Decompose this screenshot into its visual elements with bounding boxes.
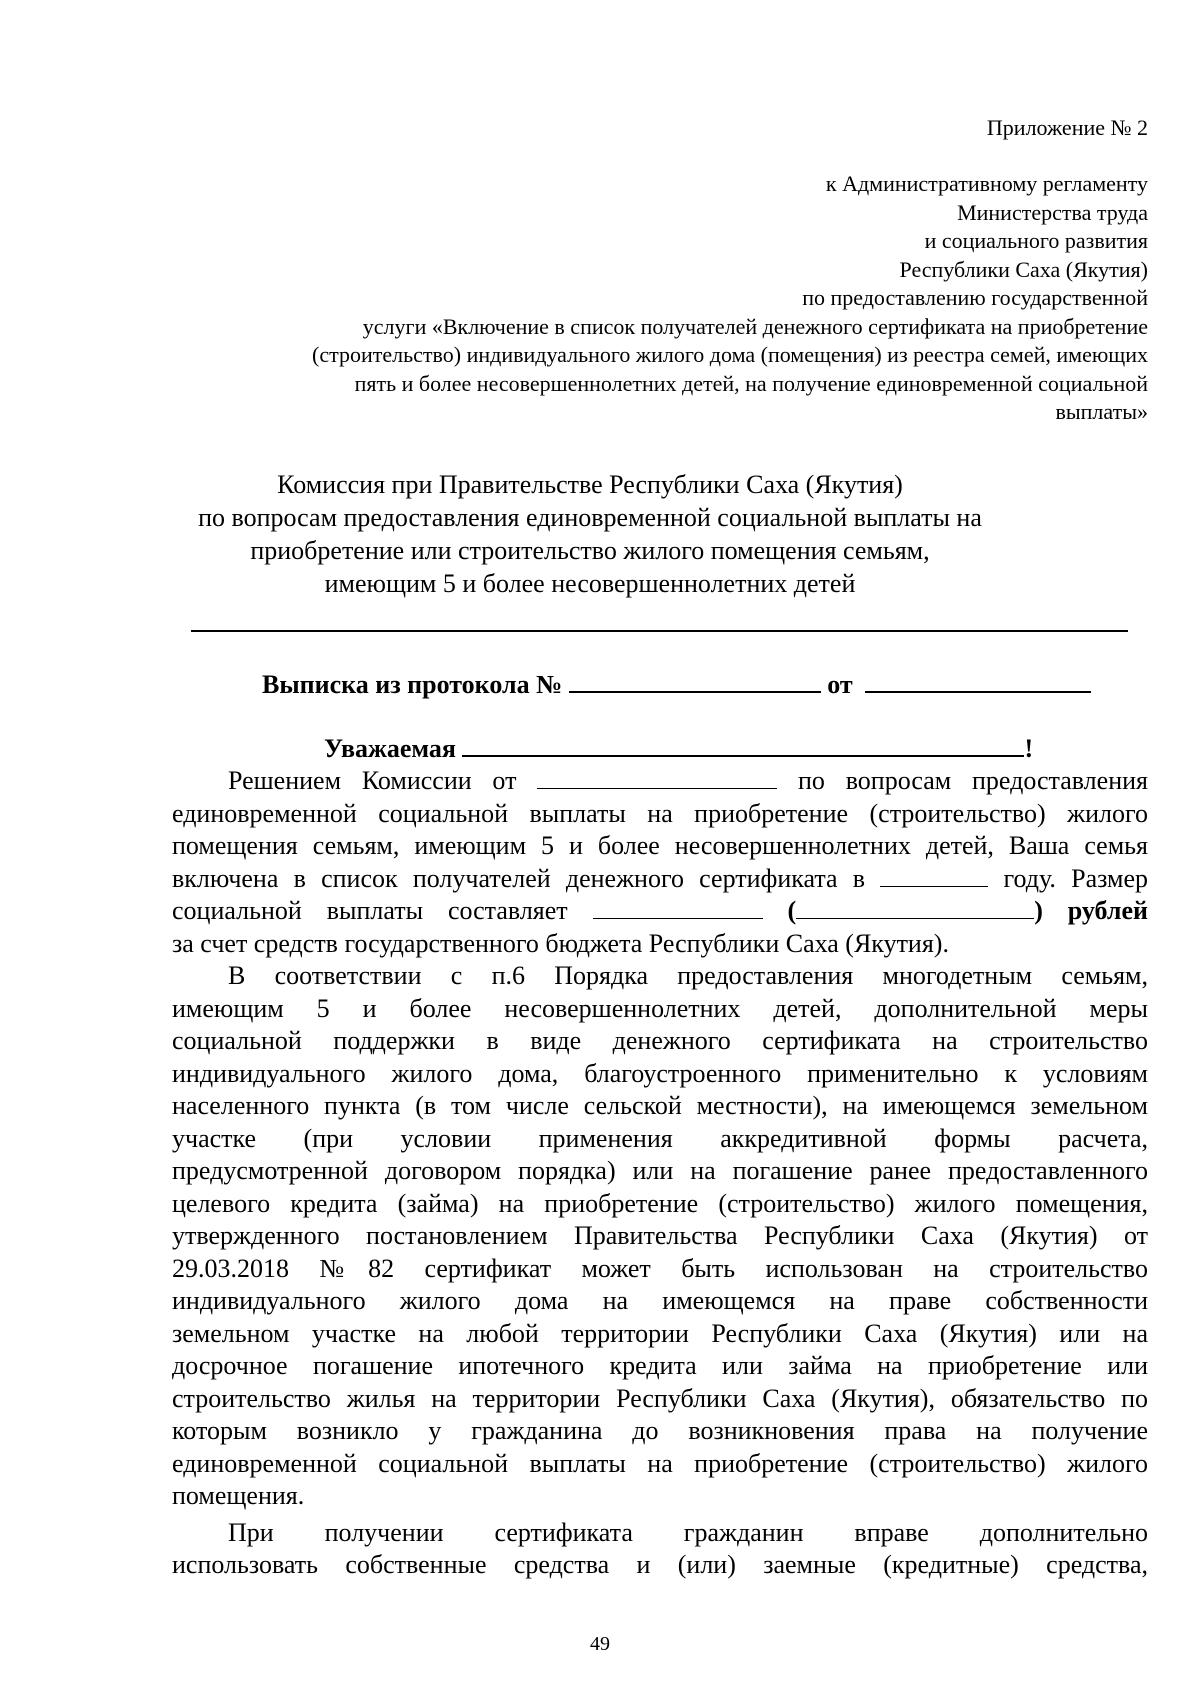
annex-number: Приложение № 2	[986, 115, 1148, 140]
greeting	[324, 732, 1033, 766]
header-divider	[191, 630, 1128, 632]
body-text	[172, 765, 1148, 1582]
amount-currency: ) рублей	[1034, 896, 1148, 925]
paragraph-line: При получении сертификата гражданин вправе дополнительно	[228, 1517, 1148, 1547]
commission-line: приобретение или строительство жилого помещения семьям,	[250, 536, 930, 565]
paragraph-line: В соответствии с п.6 Порядка предоставления многодетным семьям,	[228, 961, 1148, 990]
annex-reference-line: выплаты»	[1055, 399, 1148, 424]
amount-paren: (	[787, 896, 797, 925]
greeting-label: Уважаемая	[324, 734, 456, 763]
paragraph-line: утвержденного постановлением Правительства Республики Саха (Якутия) от	[172, 1221, 1148, 1250]
paragraph-line: целевого кредита (займа) на приобретение (строительство) жилого помещения,	[172, 1188, 1148, 1218]
extract-from-label: от	[827, 670, 853, 699]
extract-title	[262, 668, 1091, 702]
decision-line: за счет средств государственного бюджета Республики Саха (Якутия).	[172, 928, 949, 958]
paragraph-line: единовременной социальной выплаты на приобретение (строительство) жилого	[172, 1448, 1148, 1478]
paragraph-line: индивидуального жилого дома на имеющемся на праве собственности	[172, 1286, 1148, 1315]
annex-reference-line: Республики Саха (Якутия)	[899, 256, 1148, 282]
paragraph-line: предусмотренной договором порядка) или на погашение ранее предоставленного	[172, 1156, 1148, 1185]
annex-reference-line: Министерства труда	[957, 199, 1148, 225]
commission-line: Комиссия при Правительстве Республики Саха (Якутия)	[277, 470, 903, 499]
paragraph-line: которым возникло у гражданина до возникновения права на получение	[172, 1416, 1148, 1445]
paragraph-line: населенного пункта (в том числе сельской местности), на имеющемся земельном	[172, 1091, 1148, 1120]
paragraph-line: использовать собственные средства и (или) заемные (кредитные) средства,	[172, 1550, 1148, 1579]
annex-reference-line: и социального развития	[924, 228, 1148, 253]
annex-reference-line: к Административному регламенту	[825, 171, 1148, 196]
paragraph-line: участке (при условии применения аккредитивной формы расчета,	[172, 1123, 1148, 1153]
annex-reference	[268, 170, 1148, 427]
decision-date-blank	[537, 768, 777, 789]
paragraph-line: социальной поддержки в виде денежного сертификата на строительство	[172, 1026, 1148, 1055]
annex-reference-line: по предоставлению государственной	[802, 285, 1148, 310]
commission-heading	[150, 468, 1030, 600]
amount-digits-blank	[593, 898, 763, 919]
own-funds-paragraph	[172, 1517, 1148, 1582]
protocol-number-blank	[569, 669, 821, 693]
decision-text: включена в список получателей денежного сертификата в	[172, 863, 866, 893]
decision-text: социальной выплаты составляет	[172, 896, 568, 925]
year-blank	[880, 866, 988, 887]
protocol-date-blank	[865, 669, 1091, 693]
decision-line: единовременной социальной выплаты на приобретение (строительство) жилого	[172, 798, 1148, 828]
decision-paragraph	[172, 765, 1148, 960]
extract-title-text: Выписка из протокола №	[262, 670, 563, 699]
certificate-usage-paragraph	[172, 960, 1148, 1513]
paragraph-line: индивидуального жилого дома, благоустроенного применительно к условиям	[172, 1058, 1148, 1088]
decision-text: году. Размер	[1003, 863, 1149, 893]
commission-line: имеющим 5 и более несовершеннолетних детей	[324, 569, 856, 598]
paragraph-line: имеющим 5 и более несовершеннолетних детей, дополнительной меры	[172, 993, 1148, 1023]
addressee-name-blank	[462, 733, 1024, 757]
page-number: 49	[590, 1633, 610, 1655]
annex-reference-line: (строительство) индивидуального жилого дома (помещения) из реестра семей, имеющих	[312, 342, 1148, 367]
paragraph-line: 29.03.2018 №82 сертификат может быть использован на строительство	[172, 1253, 1148, 1283]
paragraph-line: земельном участке на любой территории Республики Саха (Якутия) или на	[172, 1318, 1148, 1348]
paragraph-line: строительство жилья на территории Республики Саха (Якутия), обязательство по	[172, 1383, 1148, 1413]
annex-reference-line: услуги «Включение в список получателей денежного сертификата на приобретение	[362, 313, 1148, 339]
annex-reference-line: пять и более несовершеннолетних детей, на получение единовременной социальной	[354, 370, 1148, 396]
commission-line: по вопросам предоставления единовременной социальной выплаты на	[198, 503, 982, 532]
decision-text: Решением Комиссии от	[228, 766, 517, 795]
paragraph-line: помещения.	[172, 1481, 305, 1510]
decision-line: помещения семьям, имеющим 5 и более несовершеннолетних детей, Ваша семья	[172, 831, 1148, 860]
greeting-end: !	[1024, 734, 1034, 763]
decision-text: по вопросам предоставления	[798, 766, 1148, 795]
paragraph-line: досрочное погашение ипотечного кредита или займа на приобретение или	[172, 1351, 1148, 1380]
amount-words-blank	[796, 898, 1034, 919]
